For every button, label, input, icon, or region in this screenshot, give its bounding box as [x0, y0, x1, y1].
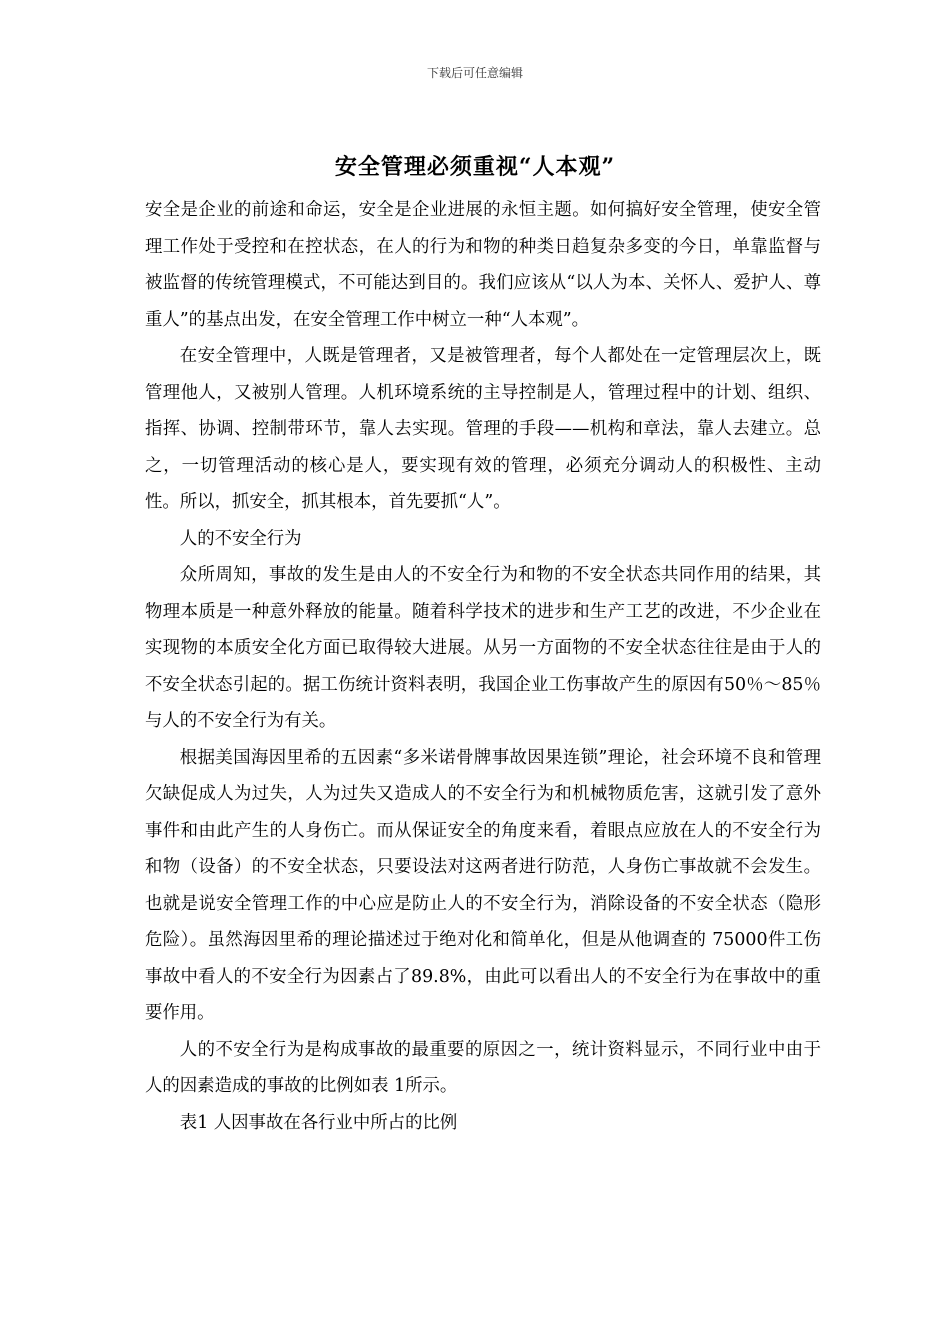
document-body	[145, 192, 821, 1141]
paragraph-accident-causes: 众所周知，事故的发生是由人的不安全行为和物的不安全状态共同作用的结果，其物理本质是一种意外释放的能量。随着科学技术的进步和生产工艺的改进，不少企业在实现物的本质安全化方面已取得较大进展。从另一方面物的不安全状态往往是由于人的不安全状态引起的。据工伤统计资料表明，我国企业工伤事故产生的原因有50％～85％与人的不安全行为有关。	[145, 565, 821, 731]
table-caption: 表1 人因事故在各行业中所占的比例	[179, 1112, 458, 1133]
document-title: 安全管理必须重视“人本观”	[334, 154, 616, 180]
paragraph-management-role: 在安全管理中，人既是管理者，又是被管理者，每个人都处在一定管理层次上，既管理他人，又被别人管理。人机环境系统的主导控制是人，管理过程中的计划、组织、指挥、协调、控制带环节，靠人去实现。管理的手段——机构和章法，靠人去建立。总之，一切管理活动的核心是人，要实现有效的管理，必须充分调动人的积极性、主动性。所以，抓安全，抓其根本，首先要抓“人”。	[145, 346, 821, 512]
paragraph-heinrich-theory: 根据美国海因里希的五因素“多米诺骨牌事故因果连锁”理论，社会环境不良和管理欠缺促成人为过失，人为过失又造成人的不安全行为和机械物质危害，这就引发了意外事件和由此产生的人身伤亡。而从保证安全的角度来看，着眼点应放在人的不安全行为和物（设备）的不安全状态，只要设法对这两者进行防范，人身伤亡事故就不会发生。也就是说安全管理工作的中心应是防止人的不安全行为，消除设备的不安全状态（隐形危险）。虽然海因里希的理论描述过于绝对化和简单化，但是从他调查的 75000件工伤事故中看人的不安全行为因素占了89.8%，由此可以看出人的不安全行为在事故中的重要作用。	[145, 747, 821, 1023]
paragraph-industry-statistics: 人的不安全行为是构成事故的最重要的原因之一，统计资料显示，不同行业中由于人的因素造成的事故的比例如表 1所示。	[145, 1039, 821, 1096]
paragraph-intro: 安全是企业的前途和命运，安全是企业进展的永恒主题。如何搞好安全管理，使安全管理工作处于受控和在控状态，在人的行为和物的种类日趋复杂多变的今日，单靠监督与被监督的传统管理模式，不可能达到目的。我们应该从“以人为本、关怀人、爱护人、尊重人”的基点出发，在安全管理工作中树立一种“人本观”。	[145, 200, 821, 330]
header-note: 下载后可任意编辑	[426, 66, 523, 80]
section-heading-unsafe-behavior: 人的不安全行为	[179, 528, 302, 549]
